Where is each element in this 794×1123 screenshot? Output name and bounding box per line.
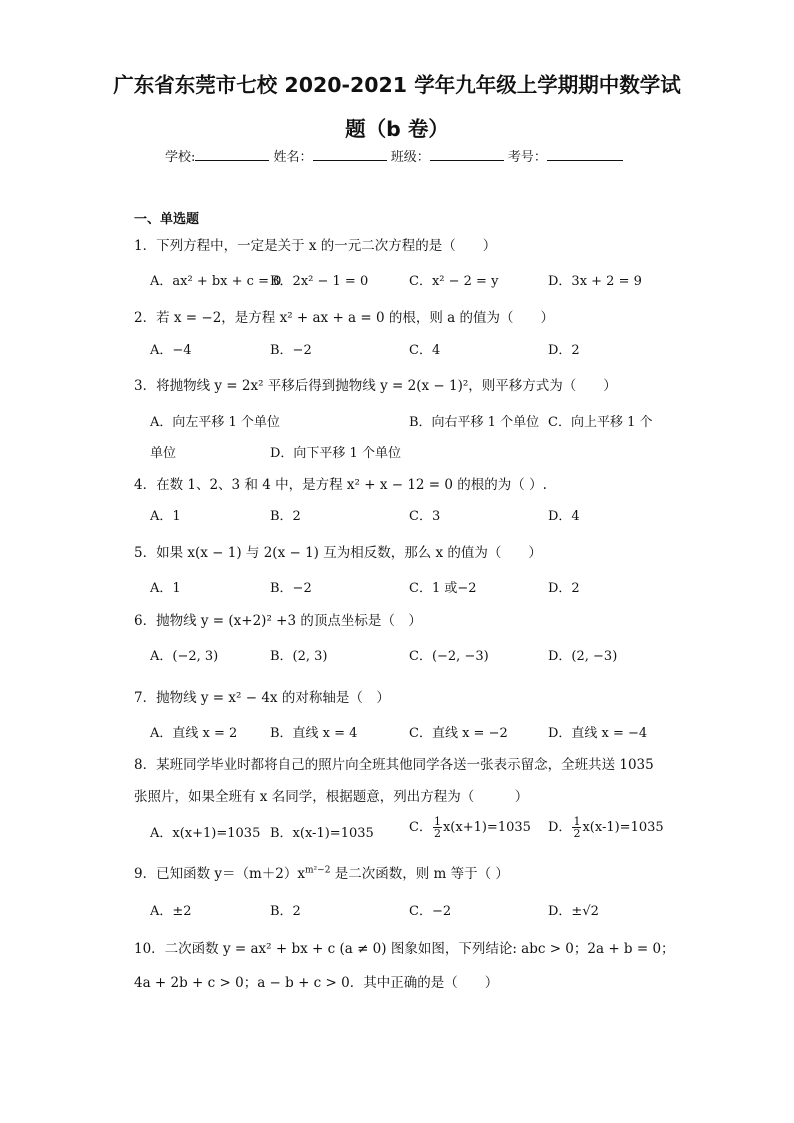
q3-option-a: A．向左平移 1 个单位 [150, 415, 280, 430]
class-label: 班级： [390, 150, 430, 165]
q5-option-d: D．2 [548, 581, 580, 596]
q8-option-a: A．x(x+1)=1035 [150, 826, 261, 841]
school-blank[interactable] [195, 148, 269, 161]
q7-option-d: D．直线 x = −4 [548, 726, 648, 741]
question-10-stem-line-2: 4a + 2b + c > 0；a − b + c > 0．其中正确的是（ ） [134, 975, 499, 991]
question-4-stem: 4．在数 1、2、3 和 4 中，是方程 x² + x − 12 = 0 的根的为（ ）. [134, 477, 547, 493]
name-blank[interactable] [313, 148, 387, 161]
q2-option-c: C．4 [409, 343, 441, 358]
q5-option-c: C．1 或−2 [409, 581, 477, 596]
q4-option-c: C．3 [409, 509, 441, 524]
q6-option-b: B．(2, 3) [270, 649, 328, 664]
q5-option-b: B．−2 [270, 581, 312, 596]
q6-option-c: C．(−2, −3) [409, 649, 489, 664]
exam-number-label: 考号： [507, 150, 547, 165]
question-2-stem: 2．若 x = −2，是方程 x² + ax + a = 0 的根，则 a 的值为（ ） [134, 310, 555, 326]
question-7-stem: 7．抛物线 y = x² − 4x 的对称轴是（ ） [134, 690, 390, 706]
q9-option-a: A．±2 [150, 904, 192, 919]
q1-option-c: C．x² − 2 = y [409, 274, 499, 289]
q1-option-b: B．2x² − 1 = 0 [270, 274, 369, 289]
q8-option-c: C． $\frac{1}{2}$ x(x+1)=1035 [409, 815, 531, 840]
class-blank[interactable] [430, 148, 504, 161]
document-title-line-2: 题（b 卷） [345, 117, 449, 141]
question-10-stem-line-1: 10．二次函数 y = ax² + bx + c (a ≠ 0) 图象如图，下列结论: abc > 0；2a + b = 0； [134, 941, 675, 957]
q3-option-c-continued: 单位 [150, 446, 177, 461]
school-label: 学校: [165, 150, 196, 165]
document-title-line-1: 广东省东莞市七校 2020-2021 学年九年级上学期期中数学试 [113, 73, 681, 97]
fraction-one-half: $\frac{1}{2}$ [433, 815, 441, 840]
student-info-row [165, 146, 623, 165]
q4-option-b: B．2 [270, 509, 301, 524]
q7-option-a: A．直线 x = 2 [150, 726, 238, 741]
question-8-stem-line-2: 张照片，如果全班有 x 名同学，根据题意，列出方程为（ ） [134, 789, 529, 805]
q1-option-d: D．3x + 2 = 9 [548, 274, 642, 289]
q3-option-b: B．向右平移 1 个单位 [409, 415, 540, 430]
question-9-stem: 9．已知函数 $y=(m+2)x^{m^2-2}$ 是二次函数，则 m 等于（ ） [134, 865, 509, 882]
q4-option-d: D．4 [548, 509, 580, 524]
question-5-stem: 5．如果 x(x − 1) 与 2(x − 1) 互为相反数，那么 x 的值为（ ） [134, 545, 542, 561]
exponent: m²−2 [305, 865, 331, 876]
exam-number-blank[interactable] [547, 148, 623, 161]
q6-option-d: D．(2, −3) [548, 649, 618, 664]
section-title: 一、单选题 [134, 212, 200, 227]
q9-option-d: D．±√2 [548, 904, 599, 919]
name-label: 姓名： [273, 150, 313, 165]
q2-option-a: A．−4 [150, 343, 192, 358]
q1-option-a: A．ax² + bx + c = 0 [150, 274, 282, 289]
q7-option-c: C．直线 x = −2 [409, 726, 508, 741]
q5-option-a: A．1 [150, 581, 181, 596]
q8-option-d: D． $\frac{1}{2}$ x(x-1)=1035 [548, 815, 664, 840]
q9-option-b: B．2 [270, 904, 301, 919]
q4-option-a: A．1 [150, 509, 181, 524]
question-3-stem: 3．将抛物线 y = 2x² 平移后得到抛物线 y = 2(x − 1)²，则平移方式为（ ） [134, 378, 617, 394]
question-8-stem-line-1: 8．某班同学毕业时都将自己的照片向全班其他同学各送一张表示留念，全班共送 1035 [134, 757, 654, 773]
question-1-stem: 1．下列方程中，一定是关于 x 的一元二次方程的是（ ） [134, 238, 497, 254]
q8-option-b: B．x(x-1)=1035 [270, 826, 374, 841]
fraction-one-half: $\frac{1}{2}$ [573, 815, 581, 840]
q7-option-b: B．直线 x = 4 [270, 726, 358, 741]
q9-option-c: C．−2 [409, 904, 452, 919]
q3-option-c: C．向上平移 1 个 [548, 415, 653, 430]
question-6-stem: 6．抛物线 y = (x+2)² +3 的顶点坐标是（ ） [134, 613, 422, 629]
q3-option-d: D．向下平移 1 个单位 [270, 446, 401, 461]
q2-option-d: D．2 [548, 343, 580, 358]
q6-option-a: A．(−2, 3) [150, 649, 219, 664]
q2-option-b: B．−2 [270, 343, 312, 358]
